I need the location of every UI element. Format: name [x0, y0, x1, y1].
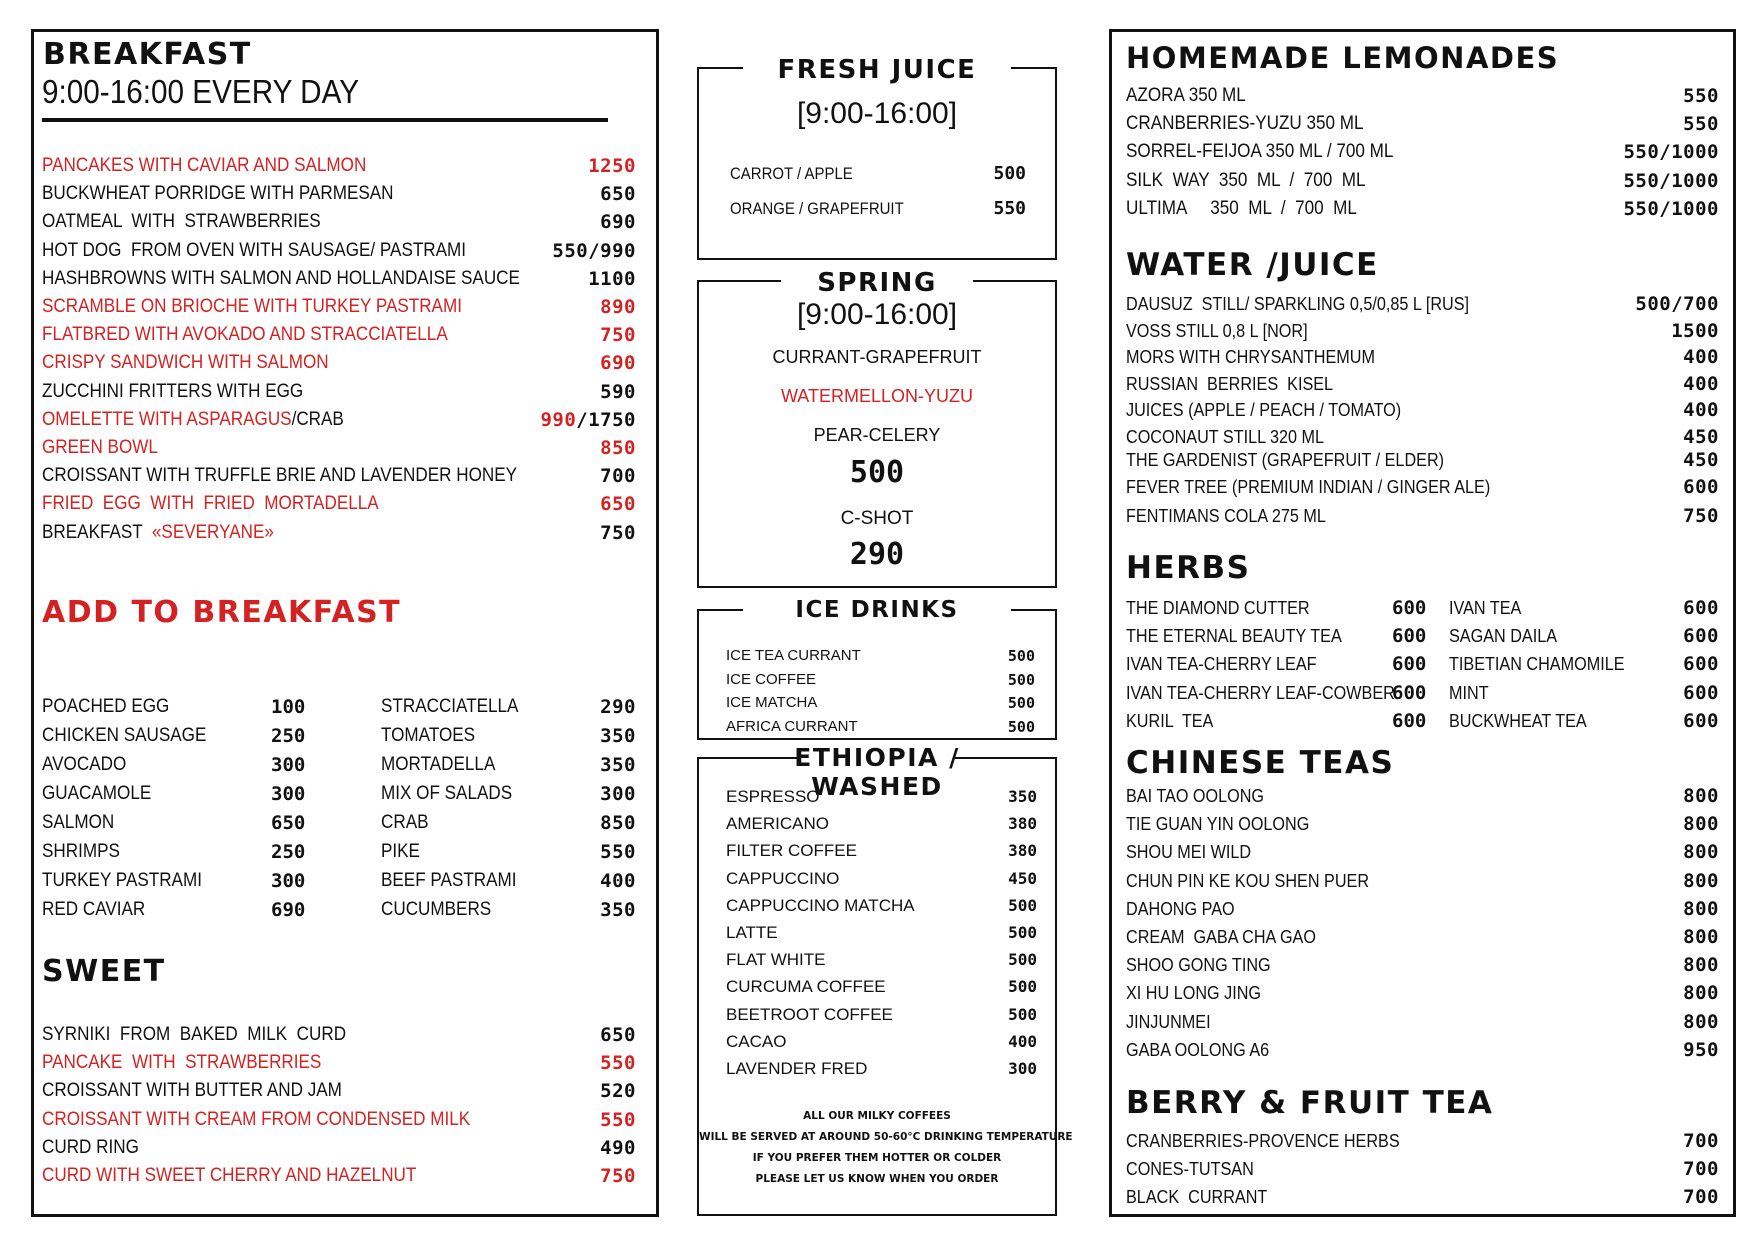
drink-name: SORREL-FEIJOA 350 ML / 700 ML: [1126, 141, 1394, 163]
coffee-price: 450: [1008, 868, 1037, 888]
drink-price: 700: [1683, 1158, 1719, 1181]
drink-price: 550: [1683, 113, 1719, 136]
drink-name: RUSSIAN BERRIES KISEL: [1126, 373, 1334, 394]
addon-price: 850: [600, 812, 636, 834]
menu-item-name: HOT DOG FROM OVEN WITH SAUSAGE/ PASTRAMI: [42, 239, 467, 261]
coffee-price: 500: [1008, 895, 1037, 915]
sweet-title: SWEET: [42, 954, 166, 989]
menu-item-name: [42, 522, 274, 544]
coffee-name: ESPRESSO: [726, 787, 820, 806]
menu-item-price: 690: [600, 211, 636, 234]
coffee-name: CURCUMA COFFEE: [726, 977, 886, 997]
coffee-price: 300: [1008, 1059, 1037, 1078]
menu-item-name: CROISSANT WITH TRUFFLE BRIE AND LAVENDER HONEY: [42, 465, 518, 487]
ethiopia-title-line1: ETHIOPIA /: [794, 743, 960, 772]
addon-price: 290: [600, 696, 636, 718]
coffee-price: 380: [1008, 841, 1037, 861]
tea-price: 600: [1392, 597, 1427, 619]
spring-box: [697, 268, 1057, 588]
menu-item-name: PANCAKES WITH CAVIAR AND SALMON: [42, 155, 367, 176]
menu-item-price: 590: [600, 380, 636, 403]
menu-item-name: [42, 409, 344, 431]
addon-price: 550: [600, 841, 636, 863]
menu-item-price: 890: [600, 296, 636, 318]
menu-item-name-part: OMELETTE WITH ASPARAGUS: [42, 408, 292, 430]
drink-name: GABA OOLONG A6: [1126, 1039, 1270, 1060]
juice-name: ORANGE / GRAPEFRUIT: [730, 199, 904, 218]
menu-item-price: 750: [600, 521, 636, 544]
coffee-price: 350: [1008, 787, 1037, 806]
tea-price: 600: [1683, 597, 1719, 619]
menu-item-name: SYRNIKI FROM BAKED MILK CURD: [42, 1024, 347, 1045]
menu-item-price: 520: [600, 1080, 636, 1103]
drink-name: CONES-TUTSAN: [1126, 1159, 1254, 1180]
tea-price: 600: [1683, 681, 1719, 704]
menu-item-price: 550/990: [552, 239, 636, 262]
menu-item-name-part: «SEVERYANE»: [151, 521, 274, 543]
addon-price: 300: [271, 754, 306, 776]
menu-item-name: CROISSANT WITH BUTTER AND JAM: [42, 1080, 342, 1102]
tea-price: 600: [1683, 625, 1719, 648]
addon-name: STRACCIATELLA: [381, 696, 519, 717]
breakfast-title: BREAKFAST: [43, 37, 252, 72]
drink-price: 550/1000: [1623, 169, 1719, 192]
drink-name: SILK WAY 350 ML / 700 ML: [1126, 169, 1366, 191]
addon-name: SALMON: [42, 812, 115, 833]
ice-drinks-box: [697, 597, 1057, 740]
drink-name: DAUSUZ STILL/ SPARKLING 0,5/0,85 L [RUS]: [1126, 294, 1470, 314]
berry-tea-title: BERRY & FRUIT TEA: [1126, 1085, 1494, 1121]
drink-name: AZORA 350 ML: [1126, 85, 1246, 106]
spring-item: PEAR-CELERY: [813, 425, 941, 445]
c-shot-label: C-SHOT: [840, 508, 914, 529]
addon-name: RED CAVIAR: [42, 899, 146, 920]
drink-price: 500/700: [1635, 293, 1719, 315]
drink-name: BLACK CURRANT: [1126, 1187, 1268, 1208]
menu-item-price: 650: [600, 493, 636, 516]
tea-name: TIBETIAN CHAMOMILE: [1449, 654, 1625, 675]
menu-item-name-part: BREAKFAST: [42, 521, 152, 543]
addon-name: TURKEY PASTRAMI: [42, 870, 202, 891]
coffee-price: 400: [1008, 1031, 1037, 1051]
drink-price: 400: [1683, 372, 1719, 395]
addon-name: POACHED EGG: [42, 696, 170, 717]
menu-item-name: GREEN BOWL: [42, 437, 158, 458]
tea-name: IVAN TEA-CHERRY LEAF: [1126, 654, 1317, 675]
addon-price: 300: [271, 783, 306, 805]
menu-item-price: 700: [600, 465, 636, 488]
drink-price: 550/1000: [1623, 141, 1719, 164]
menu-item-price: 850: [600, 437, 636, 459]
menu-item-price: 750: [600, 324, 636, 347]
drink-price: 800: [1683, 841, 1719, 864]
addon-price: 350: [600, 899, 636, 921]
tea-name: IVAN TEA: [1449, 598, 1522, 618]
ethiopia-title-line2: WASHED: [811, 772, 943, 801]
drink-name: THE GARDENIST (GRAPEFRUIT / ELDER): [1126, 450, 1445, 470]
tea-name: MINT: [1449, 682, 1489, 703]
tea-name: IVAN TEA-CHERRY LEAF-COWBER: [1126, 682, 1395, 703]
drink-price: 1500: [1671, 319, 1719, 342]
menu-item-price: 650: [600, 1024, 636, 1046]
menu-item-name: CROISSANT WITH CREAM FROM CONDENSED MILK: [42, 1108, 471, 1130]
addon-name: CRAB: [381, 812, 429, 833]
menu-item-price: 490: [600, 1136, 636, 1159]
ethiopia-box: [697, 743, 1073, 1216]
tea-name: KURIL TEA: [1126, 710, 1214, 731]
chinese-teas-title: CHINESE TEAS: [1126, 745, 1395, 781]
drink-name: ULTIMA 350 ML / 700 ML: [1126, 197, 1357, 219]
addon-name: MORTADELLA: [381, 754, 496, 775]
ice-drinks-title: ICE DRINKS: [795, 597, 959, 623]
drink-name: TIE GUAN YIN OOLONG: [1126, 814, 1310, 835]
drink-name: MORS WITH CHRYSANTHEMUM: [1126, 347, 1376, 367]
addon-name: SHRIMPS: [42, 841, 120, 862]
tea-price: 600: [1392, 681, 1427, 704]
breakfast-title-underline: [42, 118, 608, 122]
juice-price: 550: [993, 198, 1026, 219]
menu-item-price: 650: [600, 183, 636, 206]
drink-price: 450: [1683, 425, 1719, 448]
addon-price: 350: [600, 754, 636, 776]
addon-price: 250: [271, 841, 306, 863]
ice-drink-name: ICE COFFEE: [726, 670, 817, 688]
drink-price: 400: [1683, 399, 1719, 421]
coffee-name: AMERICANO: [726, 814, 829, 834]
ice-drink-price: 500: [1007, 647, 1035, 665]
addon-name: GUACAMOLE: [42, 783, 152, 804]
drink-price: 400: [1683, 346, 1719, 368]
ice-drink-name: ICE TEA CURRANT: [726, 647, 861, 664]
coffee-name: CACAO: [726, 1031, 787, 1051]
drink-price: 800: [1683, 897, 1719, 920]
drink-name: SHOO GONG TING: [1126, 955, 1271, 976]
note-line: ALL OUR MILKY COFFEES: [803, 1110, 951, 1122]
ice-drink-price: 500: [1007, 694, 1035, 712]
coffee-price: 500: [1008, 923, 1037, 942]
juice-name: CARROT / APPLE: [730, 164, 853, 183]
menu-item-name: HASHBROWNS WITH SALMON AND HOLLANDAISE SAUCE: [42, 267, 520, 289]
addon-price: 690: [271, 899, 306, 921]
spring-item: WATERMELLON-YUZU: [780, 386, 973, 406]
ice-drink-name: AFRICA CURRANT: [726, 717, 858, 735]
tea-price: 600: [1392, 709, 1427, 732]
drink-price: 800: [1683, 982, 1719, 1005]
water-juice-title: WATER /JUICE: [1126, 247, 1379, 283]
c-shot-price: 290: [849, 537, 905, 572]
coffee-name: CAPPUCCINO MATCHA: [726, 895, 915, 915]
drink-name: CHUN PIN KE KOU SHEN PUER: [1126, 870, 1370, 891]
tea-name: BUCKWHEAT TEA: [1449, 710, 1587, 731]
drink-name: SHOU MEI WILD: [1126, 842, 1252, 863]
addon-price: 300: [271, 870, 306, 892]
addon-price: 400: [600, 870, 636, 892]
menu-item-name: FLATBRED WITH AVOKADO AND STRACCIATELLA: [42, 324, 448, 346]
addon-name: TOMATOES: [381, 725, 476, 746]
addon-price: 300: [600, 783, 636, 805]
note-line: PLEASE LET US KNOW WHEN YOU ORDER: [755, 1173, 999, 1185]
drink-price: 800: [1683, 1010, 1719, 1033]
menu-item-name: CURD WITH SWEET CHERRY AND HAZELNUT: [42, 1165, 417, 1186]
note-line: IF YOU PREFER THEM HOTTER OR COLDER: [752, 1152, 1002, 1164]
spring-hours: [9:00-16:00]: [796, 298, 958, 331]
tea-name: SAGAN DAILA: [1449, 626, 1558, 647]
coffee-name: FLAT WHITE: [726, 950, 826, 970]
menu-item-price: 750: [600, 1165, 636, 1187]
menu-item-name: FRIED EGG WITH FRIED MORTADELLA: [42, 493, 379, 515]
drink-price: 600: [1683, 476, 1719, 498]
drink-price: 800: [1683, 926, 1719, 948]
coffee-price: 380: [1008, 814, 1037, 834]
tea-name: THE DIAMOND CUTTER: [1126, 598, 1310, 618]
drink-name: FENTIMANS COLA 275 ML: [1126, 506, 1326, 526]
addon-price: 250: [271, 725, 306, 747]
drink-price: 800: [1683, 813, 1719, 836]
addon-name: BEEF PASTRAMI: [381, 870, 517, 891]
addon-price: 350: [600, 725, 636, 747]
drink-name: XI HU LONG JING: [1126, 983, 1262, 1004]
menu-item-name: SCRAMBLE ON BRIOCHE WITH TURKEY PASTRAMI: [42, 296, 462, 317]
menu-item-name: OATMEAL WITH STRAWBERRIES: [42, 211, 321, 233]
coffee-name: BEETROOT COFFEE: [726, 1004, 893, 1024]
drinks-panel: [1109, 29, 1736, 1217]
menu-item-price: 550: [600, 1108, 636, 1131]
menu-item-name: CURD RING: [42, 1136, 139, 1158]
ice-drink-price: 500: [1007, 717, 1035, 736]
addon-price: 650: [271, 812, 306, 834]
tea-price: 600: [1392, 653, 1427, 676]
drink-name: JUICES (APPLE / PEACH / TOMATO): [1126, 400, 1402, 420]
coffee-price: 500: [1008, 1004, 1037, 1024]
ice-drink-name: ICE MATCHA: [726, 694, 818, 711]
drink-name: BAI TAO OOLONG: [1126, 786, 1265, 806]
drink-name: FEVER TREE (PREMIUM INDIAN / GINGER ALE): [1126, 477, 1491, 497]
drink-price: 700: [1683, 1130, 1719, 1152]
ice-drink-price: 500: [1007, 670, 1035, 689]
addon-name: CHICKEN SAUSAGE: [42, 725, 207, 746]
addon-name: CUCUMBERS: [381, 899, 492, 920]
drink-name: VOSS STILL 0,8 L [NOR]: [1126, 320, 1308, 341]
drink-name: JINJUNMEI: [1126, 1011, 1211, 1032]
spring-price: 500: [849, 455, 905, 490]
drink-price: 800: [1683, 785, 1719, 807]
menu-item-price: [540, 409, 636, 431]
coffee-name: FILTER COFFEE: [726, 841, 857, 861]
menu-item-price: 1250: [588, 155, 636, 177]
drink-price: 550: [1683, 85, 1719, 107]
drink-name: CRANBERRIES-PROVENCE HERBS: [1126, 1131, 1400, 1151]
addon-name: PIKE: [381, 841, 420, 862]
addon-name: MIX OF SALADS: [381, 783, 513, 804]
lemonades-title: HOMEMADE LEMONADES: [1126, 41, 1560, 75]
drink-price: 700: [1683, 1186, 1719, 1209]
herbs-title: HERBS: [1126, 550, 1251, 586]
menu-item-name: ZUCCHINI FRITTERS WITH EGG: [42, 380, 304, 402]
coffee-name: LAVENDER FRED: [726, 1059, 868, 1078]
drink-name: COCONAUT STILL 320 ML: [1126, 426, 1325, 447]
tea-price: 600: [1683, 653, 1719, 676]
tea-price: 600: [1683, 709, 1719, 732]
tea-price: 600: [1392, 625, 1427, 648]
fresh-juice-title: FRESH JUICE: [777, 55, 977, 85]
menu-item-price-part: 990: [540, 408, 577, 431]
coffee-name: CAPPUCCINO: [726, 868, 840, 888]
drink-price: 800: [1683, 869, 1719, 892]
fresh-juice-hours: [9:00-16:00]: [796, 97, 958, 130]
drink-name: DAHONG PAO: [1126, 898, 1235, 919]
spring-title: SPRING: [817, 268, 937, 298]
add-to-breakfast-title: ADD TO BREAKFAST: [42, 595, 402, 630]
breakfast-panel: [31, 29, 659, 1217]
addon-name: AVOCADO: [42, 754, 127, 775]
drink-name: CRANBERRIES-YUZU 350 ML: [1126, 113, 1364, 135]
menu-item-name: BUCKWHEAT PORRIDGE WITH PARMESAN: [42, 183, 394, 205]
drink-name: CREAM GABA CHA GAO: [1126, 927, 1316, 947]
juice-price: 500: [993, 163, 1026, 184]
menu-item-name: CRISPY SANDWICH WITH SALMON: [42, 352, 329, 374]
coffee-price: 500: [1008, 950, 1037, 970]
addon-price: 100: [271, 696, 306, 718]
drink-price: 950: [1683, 1038, 1719, 1061]
drink-price: 550/1000: [1623, 197, 1719, 220]
menu-item-name-part: /CRAB: [291, 408, 344, 430]
menu-item-price: 1100: [588, 267, 636, 290]
spring-item: CURRANT-GRAPEFRUIT: [772, 347, 982, 367]
breakfast-hours: 9:00-16:00 EVERY DAY: [42, 73, 360, 110]
menu-item-price: 690: [600, 352, 636, 375]
fresh-juice-box: [697, 55, 1057, 260]
drink-price: 750: [1683, 505, 1719, 527]
menu-item-name: PANCAKE WITH STRAWBERRIES: [42, 1052, 322, 1074]
drink-price: 450: [1683, 449, 1719, 471]
menu-item-price-part: /1750: [576, 408, 636, 431]
tea-name: THE ETERNAL BEAUTY TEA: [1126, 626, 1342, 647]
coffee-price: 500: [1008, 977, 1037, 997]
note-line: WILL BE SERVED AT AROUND 50-60°C DRINKING TEMPERATURE: [699, 1131, 1073, 1143]
drink-price: 800: [1683, 954, 1719, 977]
menu-item-price: 550: [600, 1052, 636, 1075]
coffee-name: LATTE: [726, 923, 778, 942]
